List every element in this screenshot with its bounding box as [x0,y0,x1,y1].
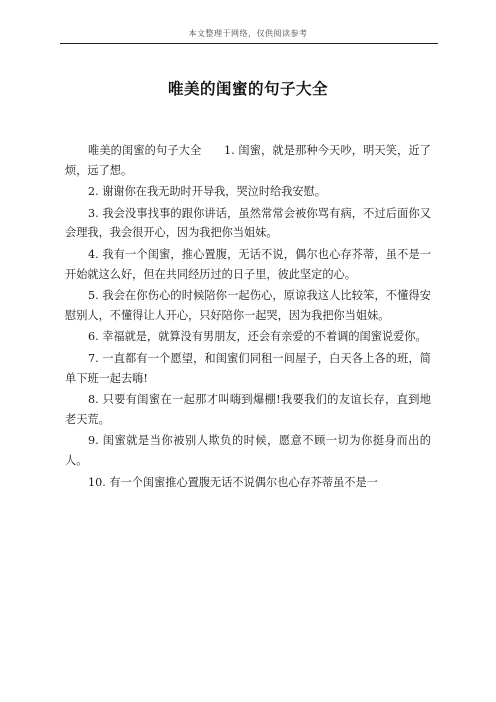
paragraph-3: 3. 我会没事找事的跟你讲话，虽然常常会被你骂有病，不过后面你又会理我，我会很开心，因为我把你当姐妹。 [65,206,431,240]
paragraph-8: 8. 只要有闺蜜在一起那才叫嗨到爆棚!我要我们的友谊长存，直到地老天荒。 [65,393,431,426]
header-divider [60,43,438,44]
header-note: 本文整理于网络，仅供阅读参考 [188,29,308,38]
paragraph-5: 5. 我会在你伤心的时候陪你一起伤心，原谅我这人比较笨，不懂得安慰别人，不懂得让人开心，只好陪你一起哭，因为我把你当姐妹。 [65,289,431,322]
paragraph-7: 7. 一直都有一个愿望，和闺蜜们同租一间屋子，白天各上各的班，简单下班一起去嗨! [65,351,431,385]
paragraph-10: 10. 有一个闺蜜推心置腹无话不说偶尔也心存芥蒂虽不是一 [88,475,378,489]
paragraph-4: 4. 我有一个闺蜜，推心置腹，无话不说，偶尔也心存芥蒂，虽不是一开始就这么好，但在共同经历过的日子里，彼此坚定的心。 [65,247,431,281]
document-title: 唯美的闺蜜的句子大全 [167,80,328,98]
paragraph-2: 2. 谢谢你在我无助时开导我，哭泣时给我安慰。 [88,185,326,199]
paragraph-9: 9. 闺蜜就是当你被别人欺负的时候，愿意不顾一切为你挺身而出的人。 [65,434,431,467]
paragraph-6: 6. 幸福就是，就算没有男朋友，还会有亲爱的不着调的闺蜜说爱你。 [88,330,427,344]
document-body [65,141,431,494]
paragraph-1: 唯美的闺蜜的句子大全 1. 闺蜜，就是那种今天吵，明天笑，近了烦，远了想。 [65,144,431,177]
